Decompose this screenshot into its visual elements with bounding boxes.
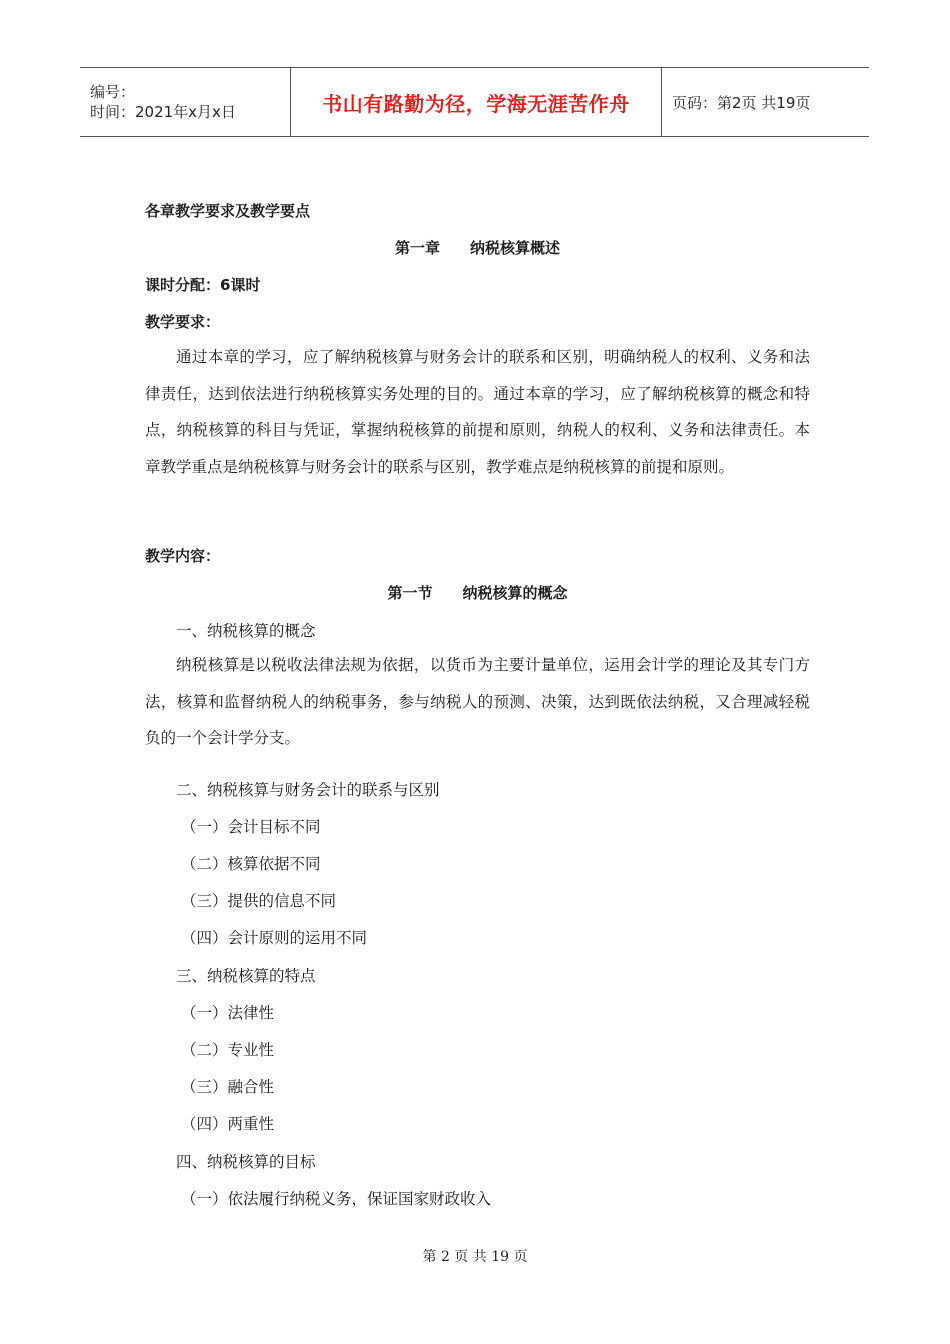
list-item: （四）两重性 <box>181 1115 275 1133</box>
subheading-2: 二、纳税核算与财务会计的联系与区别 <box>176 781 440 799</box>
header-motto-cell <box>290 68 662 136</box>
list-item: （三）融合性 <box>181 1078 275 1096</box>
list-item: （一）法律性 <box>181 1004 275 1022</box>
list-item: （一）会计目标不同 <box>181 818 321 836</box>
page-header <box>80 67 869 137</box>
subheading-4: 四、纳税核算的目标 <box>176 1153 316 1171</box>
chapter-title: 第一章 纳税核算概述 <box>394 239 560 257</box>
subheading-1: 一、纳税核算的概念 <box>176 622 316 640</box>
list-item: （二）专业性 <box>181 1041 275 1059</box>
requirements-paragraph: 通过本章的学习，应了解纳税核算与财务会计的联系和区别，明确纳税人的权利、义务和法律责任，达到依法进行纳税核算实务处理的目的。通过本章的学习，应了解纳税核算的概念和特点，纳税核算的科目与凭证，掌握纳税核算的前提和原则，纳税人的权利、义务和法律责任。本章教学重点是纳税核算与财务会计的联系与区别，教学难点是纳税核算的前提和原则。 <box>145 348 810 476</box>
header-meta <box>80 68 290 136</box>
number-label: 编号： <box>90 83 136 101</box>
requirements-label: 教学要求： <box>145 313 221 331</box>
header-page-cell <box>662 68 810 136</box>
page-footer: 第 2 页 共 19 页 <box>422 1249 528 1265</box>
subheading-3: 三、纳税核算的特点 <box>176 967 316 985</box>
content-label: 教学内容： <box>145 547 221 565</box>
page-label: 页码：第2页 共19页 <box>672 93 811 112</box>
concept-paragraph: 纳税核算是以税收法律法规为依据，以货币为主要计量单位，运用会计学的理论及其专门方法，核算和监督纳税人的纳税事务，参与纳税人的预测、决策，达到既依法纳税，又合理减轻税负的一个会计学分支。 <box>145 656 810 747</box>
time-label: 时间：2021年x月x日 <box>90 103 236 121</box>
list-item: （二）核算依据不同 <box>181 855 321 873</box>
list-item: （四）会计原则的运用不同 <box>181 929 368 947</box>
section-title: 第一节 纳税核算的概念 <box>387 584 568 602</box>
motto: 书山有路勤为径，学海无涯苦作舟 <box>322 91 630 116</box>
list-item: （一）依法履行纳税义务，保证国家财政收入 <box>181 1190 492 1208</box>
doc-heading: 各章教学要求及教学要点 <box>145 202 311 220</box>
list-item: （三）提供的信息不同 <box>181 892 337 910</box>
hours-allocation: 课时分配：6课时 <box>145 276 261 294</box>
